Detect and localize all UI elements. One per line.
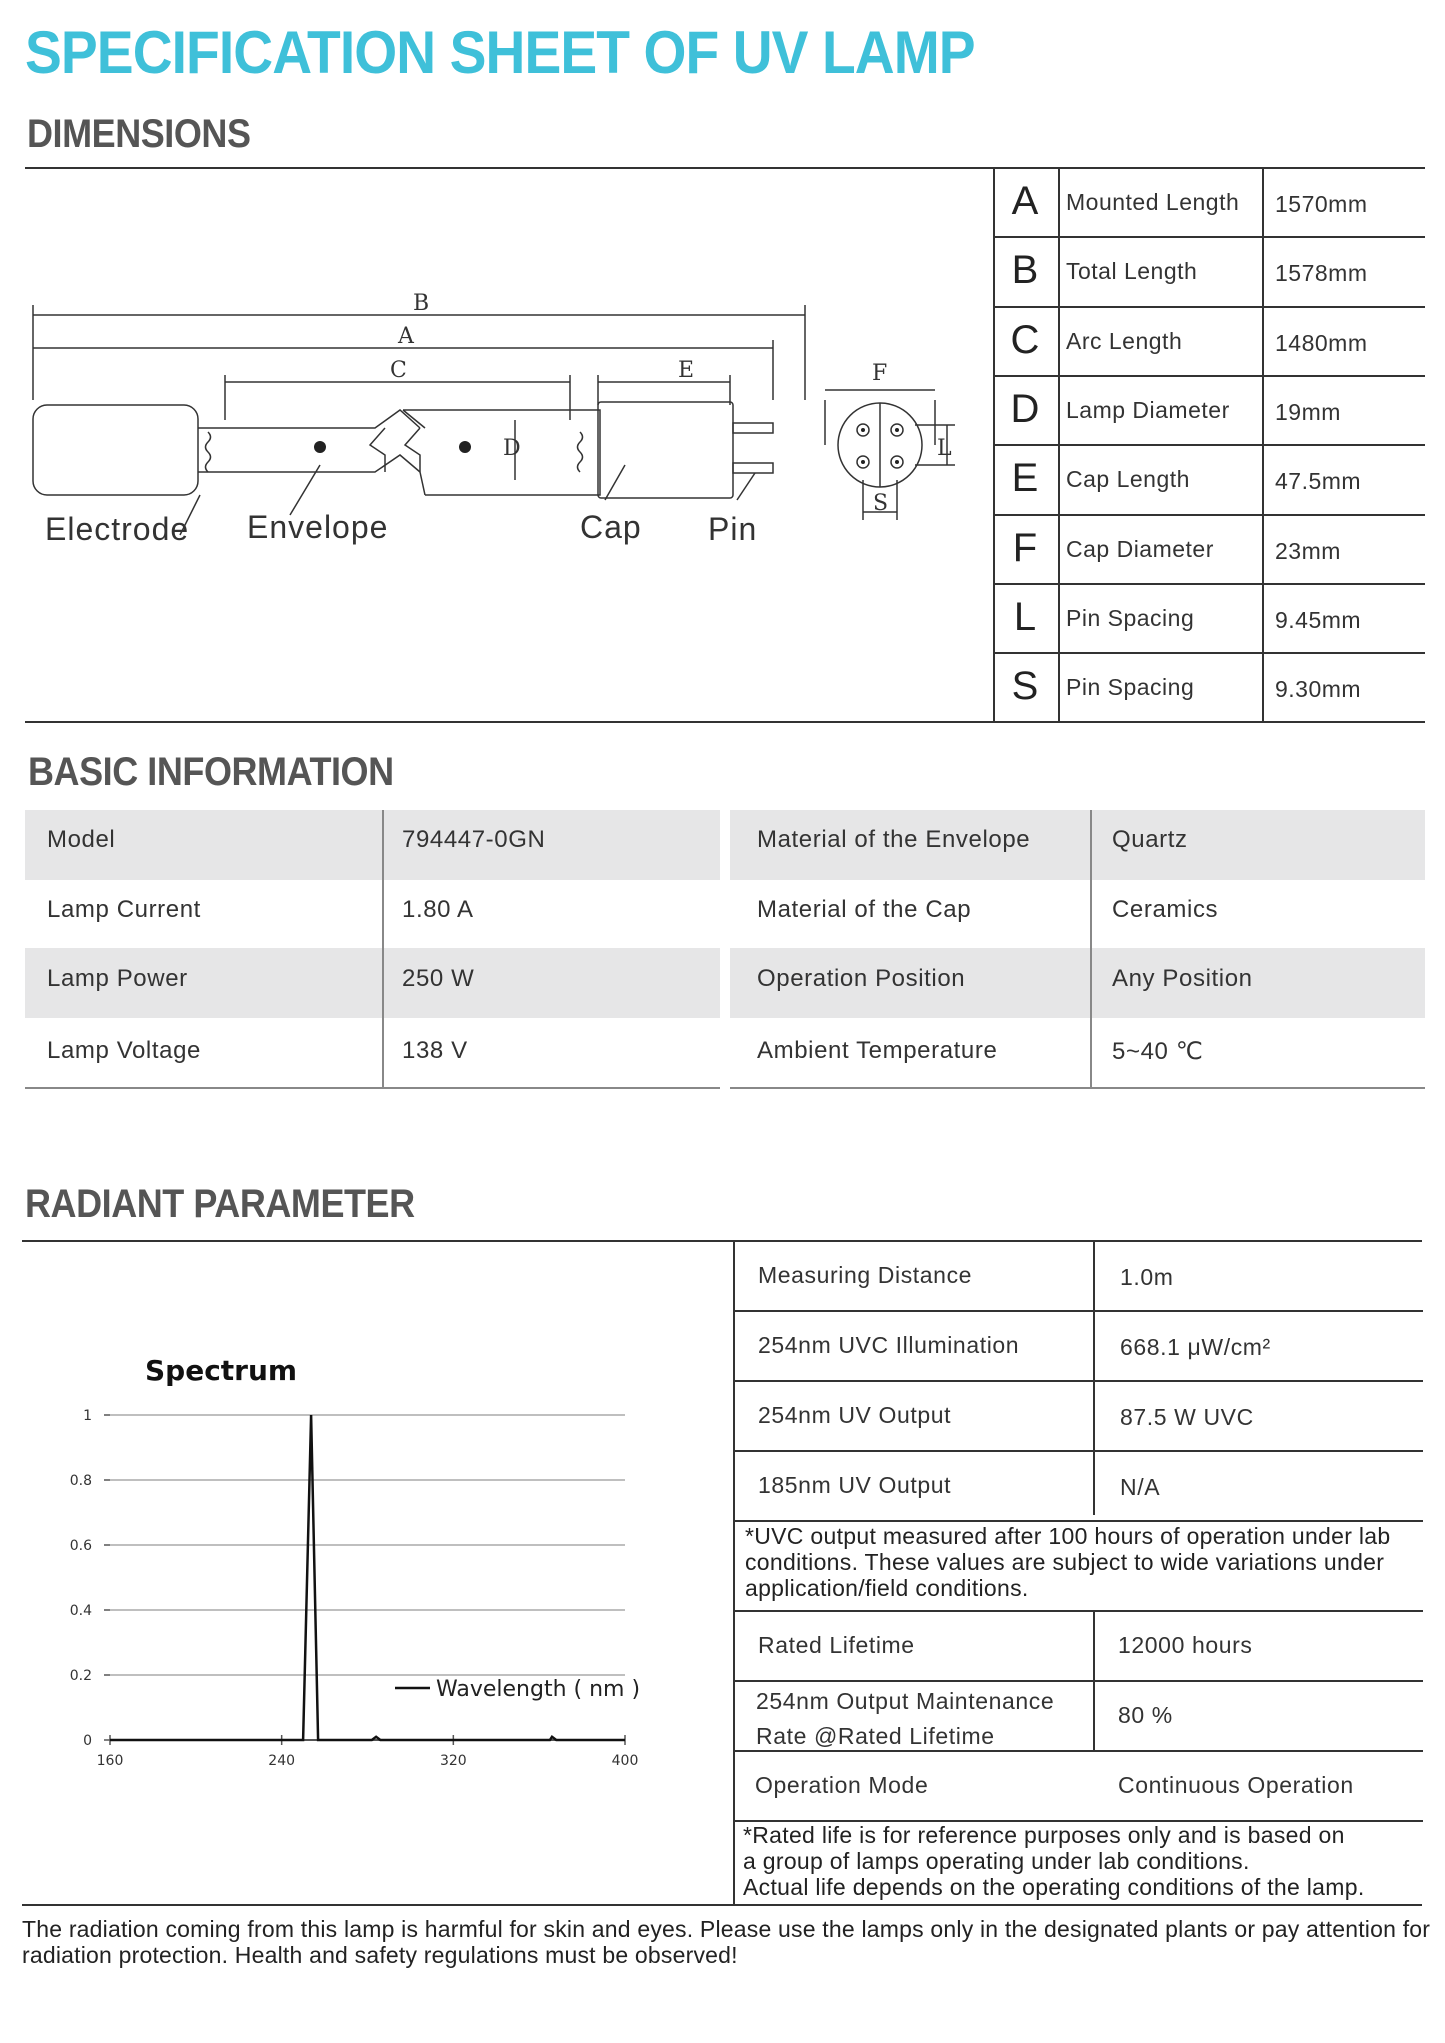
radiant-row-label: Rated Lifetime [758,1632,915,1658]
dim-row-letter: C [1010,317,1040,362]
basic-right-label: Material of the Cap [757,896,972,923]
dim-row-name: Arc Length [1066,327,1183,354]
rated-life-note [743,1822,1433,1900]
dim-row-name: Pin Spacing [1066,604,1195,631]
legend-label: Wavelength ( nm ) [436,1677,641,1702]
spectrum-chart [60,1340,660,1780]
dim-row-letter: E [1011,456,1039,501]
dim-row-value: 1480mm [1275,329,1368,356]
dim-label-l: L [937,436,952,461]
radiant-row-value: N/A [1120,1474,1161,1500]
basic-right-value: Any Position [1112,965,1253,992]
label-pin: Pin [708,511,758,547]
basic-right-label: Operation Position [757,965,966,992]
chart-y-tick-label: 0.6 [69,1538,92,1554]
dim-row-value: 1570mm [1275,191,1368,217]
dim-table-row-rule [993,236,1425,238]
dim-label-d: D [503,436,521,461]
label-electrode: Electrode [45,511,190,547]
dim-table-row-rule [993,306,1425,308]
dimensions-heading: DIMENSIONS [27,112,251,156]
dim-row-name: Cap Diameter [1066,535,1214,562]
basic-left-label: Model [47,826,116,853]
radiant-row-rule [733,1680,1423,1682]
dim-row-name: Total Length [1066,258,1198,285]
radiant-row-label-line: Rate @Rated Lifetime [756,1723,995,1749]
dim-label-e: E [678,358,695,383]
dim-table-row-rule [993,652,1425,654]
dim-row-name: Cap Length [1066,466,1190,493]
radiant-row-rule [733,1750,1423,1752]
basic-right-label: Material of the Envelope [757,826,1031,853]
dim-row-value: 9.45mm [1275,606,1362,633]
dim-row-value: 47.5mm [1275,468,1362,495]
radiant-row-rule [733,1380,1423,1382]
chart-x-tick-label: 240 [268,1753,296,1769]
chart-title: Spectrum [145,1354,298,1387]
basic-left-value: 1.80 A [402,896,474,923]
dim-row-value: 1578mm [1275,260,1368,287]
dim-label-f: F [872,361,888,386]
label-cap: Cap [580,509,642,545]
basic-left-value: 250 W [402,965,475,992]
basic-left-label: Lamp Voltage [47,1037,201,1064]
basic-right-value: 5~40 ℃ [1112,1038,1204,1065]
chart-y-tick-label: 0.4 [69,1603,92,1619]
dim-row-letter: F [1012,525,1038,570]
page-title: SPECIFICATION SHEET OF UV LAMP [25,19,975,86]
dim-row-name: Lamp Diameter [1066,396,1230,423]
rated-life-note-line-2: a group of lamps operating under lab conditions. [743,1848,1250,1874]
chart-x-tick-label: 160 [96,1753,124,1769]
radiant-row-label: Operation Mode [755,1772,929,1798]
rated-life-note-line-1: *Rated life is for reference purposes only and is based on [743,1822,1345,1848]
chart-x-tick-label: 400 [611,1753,639,1769]
dim-row-value: 9.30mm [1275,676,1362,703]
chart-y-tick-label: 0 [83,1733,92,1749]
uvc-output-note: *UVC output measured after 100 hours of operation under lab conditions. These values are subject to wide variations under application/field conditions. [745,1523,1391,1601]
dim-label-a: A [398,324,414,349]
radiant-row-rule [733,1520,1423,1522]
basic-right-value: Ceramics [1112,896,1219,923]
basic-right-label: Ambient Temperature [757,1037,998,1064]
chart-y-tick-label: 1 [83,1408,92,1424]
lamp-diagram [25,280,975,570]
basic-right-divider [1090,810,1092,1088]
dimensions-top-rule [25,167,1425,169]
dimensions-bottom-rule [25,721,1425,723]
radiant-bottom-rule [22,1904,1422,1906]
dim-table-row-rule [993,444,1425,446]
radiant-row-value: 12000 hours [1118,1632,1253,1658]
dim-row-value: 19mm [1275,398,1341,425]
label-envelope: Envelope [247,509,389,545]
right-cap-shape [598,402,733,498]
radiant-row-value: 1.0m [1120,1264,1174,1290]
radiant-value-divider-1 [1093,1240,1095,1515]
safety-warning: The radiation coming from this lamp is harmful for skin and eyes. Please use the lamps only in the designated plants or pay attention for radiation protection. Health and safety regulations must be observed! [22,1916,1431,1968]
basic-band-left-1 [25,810,720,880]
dim-table-row-rule [993,514,1425,516]
dim-label-s: S [873,491,889,516]
dim-table-row-rule [993,583,1425,585]
dim-row-letter: B [1011,248,1039,293]
chart-y-tick-label: 0.2 [69,1668,92,1684]
left-cap-shape [33,405,198,495]
basic-left-label: Lamp Current [47,896,201,923]
radiant-heading: RADIANT PARAMETER [25,1182,415,1226]
dim-row-letter: S [1011,664,1039,709]
dim-row-letter: A [1011,179,1039,223]
radiant-row-value: 80 % [1118,1702,1173,1728]
dim-row-name: Pin Spacing [1066,674,1195,701]
radiant-row-rule [733,1310,1423,1312]
radiant-row-rule [733,1450,1423,1452]
chart-y-tick-label: 0.8 [69,1473,92,1489]
dim-label-c: C [390,358,407,383]
dim-row-name: Mounted Length [1066,189,1240,215]
basic-left-label: Lamp Power [47,965,188,992]
chart-x-tick-label: 320 [439,1753,467,1769]
dim-row-letter: D [1010,386,1040,431]
radiant-row-label: 254nm UVC Illumination [758,1332,1020,1358]
radiant-row-label: 254nm UV Output [758,1402,952,1428]
basic-left-bottom-rule [25,1087,720,1089]
basic-left-value: 138 V [402,1037,468,1064]
basic-left-value: 794447-0GN [402,826,546,853]
basic-left-divider [382,810,384,1088]
radiant-row-label: 185nm UV Output [758,1472,952,1498]
radiant-row-label-line: 254nm Output Maintenance [756,1688,1055,1714]
dim-row-letter: L [1013,594,1037,639]
radiant-row-rule [733,1610,1423,1612]
dim-label-b: B [413,291,430,316]
radiant-top-rule [22,1240,1422,1242]
radiant-left-divider [733,1240,735,1905]
basic-right-value: Quartz [1112,826,1188,853]
rated-life-note-line-3: Actual life depends on the operating conditions of the lamp. [743,1874,1365,1900]
radiant-row-value: Continuous Operation [1118,1772,1354,1798]
dim-table-row-rule [993,375,1425,377]
radiant-row-value: 87.5 W UVC [1120,1404,1254,1430]
radiant-row-value: 668.1 μW/cm² [1120,1334,1271,1360]
basic-right-bottom-rule [730,1087,1425,1089]
dim-row-value: 23mm [1275,537,1341,564]
basic-info-heading: BASIC INFORMATION [28,750,394,794]
radiant-row-label: Measuring Distance [758,1262,973,1288]
